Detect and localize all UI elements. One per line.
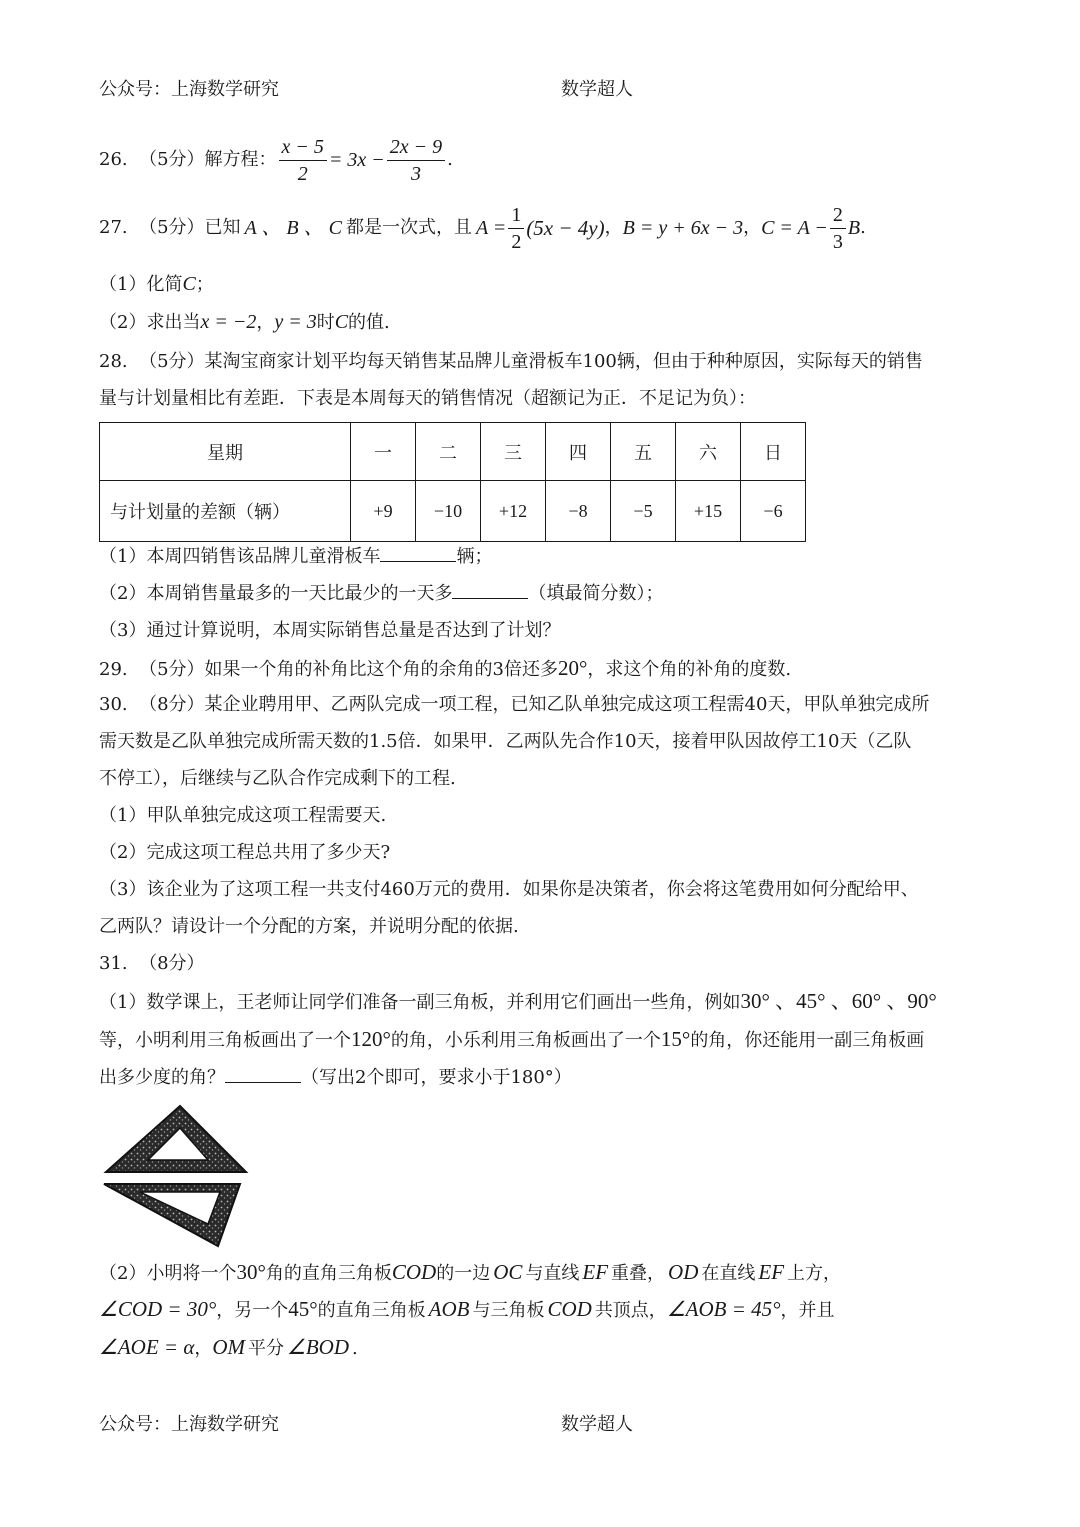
q26-label: 26. （5分）解方程： [99,149,277,170]
table-value-3: +12 [481,481,546,542]
q30-sub-3-line-1: （3）该企业为了这项工程一共支付460万元的费用．如果你是决策者，你会将这笔费用如何分配给甲、 [99,879,919,900]
q31-p2-l1-od: OD [668,1260,699,1284]
q31-p2-l1-g: 上方， [787,1263,842,1284]
footer-right: 数学超人 [561,1414,633,1435]
q31-p2-l1-c: 的一边 [436,1263,491,1284]
q29-pre: 29. （5分）如果一个角的补角比这个角的余角的3倍还多 [99,659,558,680]
q31-p2-l2-cod: COD [547,1297,592,1321]
q31-p2-l3-om: OM [212,1335,246,1359]
table-day-1: 一 [351,423,416,481]
q30-sub-3-line-2: 乙两队？请设计一个分配的方案，并说明分配的依据. [99,916,519,937]
q27-text: 都是一次式，且 [345,217,472,238]
q27-label: 27. （5分）已知 [99,217,241,238]
table-day-5: 五 [611,423,676,481]
q26-middle: = 3x − [328,149,385,171]
q27-sub-2 [99,310,390,335]
table-day-6: 六 [676,423,741,481]
q26-frac2-numerator: 2x − 9 [387,134,445,161]
q31-p2-line-1 [99,1260,841,1286]
q31-p1-l2-deg1: 120° [351,1027,391,1051]
q27-a-rhs: (5x − 4y) [526,216,605,240]
footer-left: 公众号：上海数学研究 [99,1414,279,1435]
q31-p1-l2-b: 的角，小乐利用三角板画出了一个 [390,1030,661,1051]
q27-a-fraction [508,202,524,255]
q31-p2-l2-a: ，另一个 [216,1300,289,1321]
q31-p2-l1-b: 角的直角三角板 [265,1263,392,1284]
table-day-2: 二 [416,423,481,481]
q31-p2-l2-d: 共顶点， [594,1300,667,1321]
triangle-45-icon [106,1106,246,1172]
q31-p1-l3-pre: 出多少度的角？ [99,1067,225,1088]
table-value-6: +15 [676,481,741,542]
q31-p2-l3-end: . [352,1338,358,1359]
q27-c-denominator: 3 [832,230,843,253]
q31-p2-line-2 [99,1297,835,1323]
q31-p2-l1-oc: OC [493,1260,523,1284]
q26-fraction-1 [279,134,327,187]
q30-sub-2: （2）完成这项工程总共用了多少天? [99,842,391,863]
q28-sub-2 [99,582,663,606]
q31-p2-l2-expr1: ∠COD = 30° [99,1297,217,1321]
q26-frac2-denominator: 3 [410,162,421,185]
q27-sub1-var: C [182,273,196,295]
q31-p2-l3-a: ， [194,1338,213,1359]
header-left: 公众号：上海数学研究 [99,79,279,100]
q27-sub2-pre: （2）求出当 [99,312,201,333]
answer-blank[interactable] [225,1066,301,1083]
q31-p1-l2-a: 等，小明利用三角板画出了一个 [99,1030,351,1051]
table-row [100,481,806,542]
sales-table [99,422,806,542]
q27-b-expr: B = y + 6x − 3 [622,217,744,239]
q30-sub-1: （1）甲队单独完成这项工程需要天. [99,805,387,826]
q28-sub1-post: 辆； [456,546,493,567]
table-value-2: −10 [416,481,481,542]
set-square-illustration [100,1104,250,1250]
q31-p2-line-3 [99,1335,358,1361]
q27-sub2-var: C [334,311,349,333]
q27-sub1-pre: （1）化简 [99,274,183,295]
q28-line-2: 量与计划量相比有差距．下表是本周每天的销售情况（超额记为正．不足记为负）： [99,388,756,409]
q29-post: ，求这个角的补角的度数. [587,659,792,680]
table-value-4: −8 [546,481,611,542]
q31-p1-line-1 [99,989,937,1015]
q31-p2-l3-b: 平分 [248,1338,285,1359]
header-right: 数学超人 [561,79,633,100]
table-row-label: 与计划量的差额（辆） [100,481,351,542]
q27-c-lhs: C = A − [761,217,828,239]
q31-label: 31. （8分） [99,953,205,974]
q28-sub-3: （3）通过计算说明，本周实际销售总量是否达到了计划？ [99,620,561,641]
q30-line-3: 不停工），后继续与乙队合作完成剩下的工程. [99,768,456,789]
q27-sub2-post: 的值. [348,312,390,333]
q27-a-lhs: A = [475,217,507,239]
q27-c-fraction [830,202,846,255]
q31-p2-l2-deg: 45° [288,1297,318,1321]
answer-blank[interactable] [380,545,456,562]
q27-sub2-y: y = 3 [274,311,317,333]
table-value-5: −5 [611,481,676,542]
q31-p2-l2-c: 与三角板 [472,1300,545,1321]
q26-fraction-2 [387,134,445,187]
q27-comma-1: ， [604,217,623,238]
q31-p1-l3-post: （写出2个即可，要求小于180°） [301,1067,572,1088]
q31-p2-l1-d: 与直线 [525,1263,580,1284]
q27-sub2-x: x = −2 [200,311,257,333]
q31-p1-l1-pre: （1）数学课上，王老师让同学们准备一副三角板，并利用它们画出一些角，例如 [99,992,741,1013]
q31-p1-line-2 [99,1027,924,1053]
q31-p2-l3-bod: ∠BOD [287,1335,350,1359]
q29-degree: 20° [557,656,588,680]
q31-p2-l1-ef2: EF [758,1260,785,1284]
q26-frac1-numerator: x − 5 [279,134,327,161]
q28-sub1-pre: （1）本周四销售该品牌儿童滑板车 [99,546,381,567]
q31-p1-l2-deg2: 15° [660,1027,691,1051]
q31-p2-l3-expr: ∠AOE = α [99,1335,195,1359]
table-value-7: −6 [741,481,806,542]
q27-vars: A 、 B 、 C [244,217,342,239]
q31-p2-l1-e: 重叠， [611,1263,666,1284]
q27-sub2-mid: ， [256,312,275,333]
q27-sub-1 [99,272,214,297]
q27-comma-2: ， [743,217,762,238]
q31-p1-l2-c: 的角，你还能用一副三角板画 [690,1030,925,1051]
q31-p2-l2-aob: AOB [428,1297,470,1321]
q31-p1-l1-angles: 30° 、45° 、60° 、90° [740,989,937,1013]
table-day-4: 四 [546,423,611,481]
q31-p2-l1-cod: COD [391,1260,437,1284]
q31-p2-l1-a: （2）小明将一个 [99,1263,237,1284]
table-value-1: +9 [351,481,416,542]
q27-sub1-post: ； [195,274,214,295]
q28-sub2-post: （填最简分数）； [528,583,664,604]
q27-c-rhs: B [847,217,861,239]
q28-sub2-pre: （2）本周销售量最多的一天比最少的一天多 [99,583,453,604]
q27-sub2-t: 时 [316,312,335,333]
q28-sub-1 [99,545,492,569]
triangle-30-60-icon [104,1184,240,1246]
q31-p1-line-3 [99,1066,572,1090]
table-row [100,423,806,481]
q27-a-denominator: 2 [511,230,522,253]
answer-blank[interactable] [452,582,528,599]
q27-c-numerator: 2 [830,202,846,229]
q31-p2-l1-ef: EF [582,1260,609,1284]
q26-frac1-denominator: 2 [297,162,308,185]
q31-p2-l1-deg: 30° [236,1260,266,1284]
q31-p2-l2-b: 的直角三角板 [317,1300,426,1321]
question-26 [99,132,453,188]
q27-a-numerator: 1 [508,202,524,229]
table-day-7: 日 [741,423,806,481]
table-header-label: 星期 [100,423,351,481]
table-day-3: 三 [481,423,546,481]
question-27 [99,200,866,256]
q26-end: . [447,149,453,170]
q31-p2-l2-e: ，并且 [780,1300,835,1321]
q31-p2-l2-expr2: ∠AOB = 45° [666,1297,781,1321]
q30-line-1: 30. （8分）某企业聘用甲、乙两队完成一项工程，已知乙队单独完成这项工程需40天，甲队单独完成所 [99,694,930,715]
question-29 [99,656,791,682]
q27-end: . [860,217,866,238]
q30-line-2: 需天数是乙队单独完成所需天数的1.5倍．如果甲．乙两队先合作10天，接着甲队因故停工10天（乙队 [99,731,912,752]
q28-line-1: 28. （5分）某淘宝商家计划平均每天销售某品牌儿童滑板车100辆，但由于种种原因，实际每天的销售 [99,351,923,372]
q31-p2-l1-f: 在直线 [701,1263,756,1284]
